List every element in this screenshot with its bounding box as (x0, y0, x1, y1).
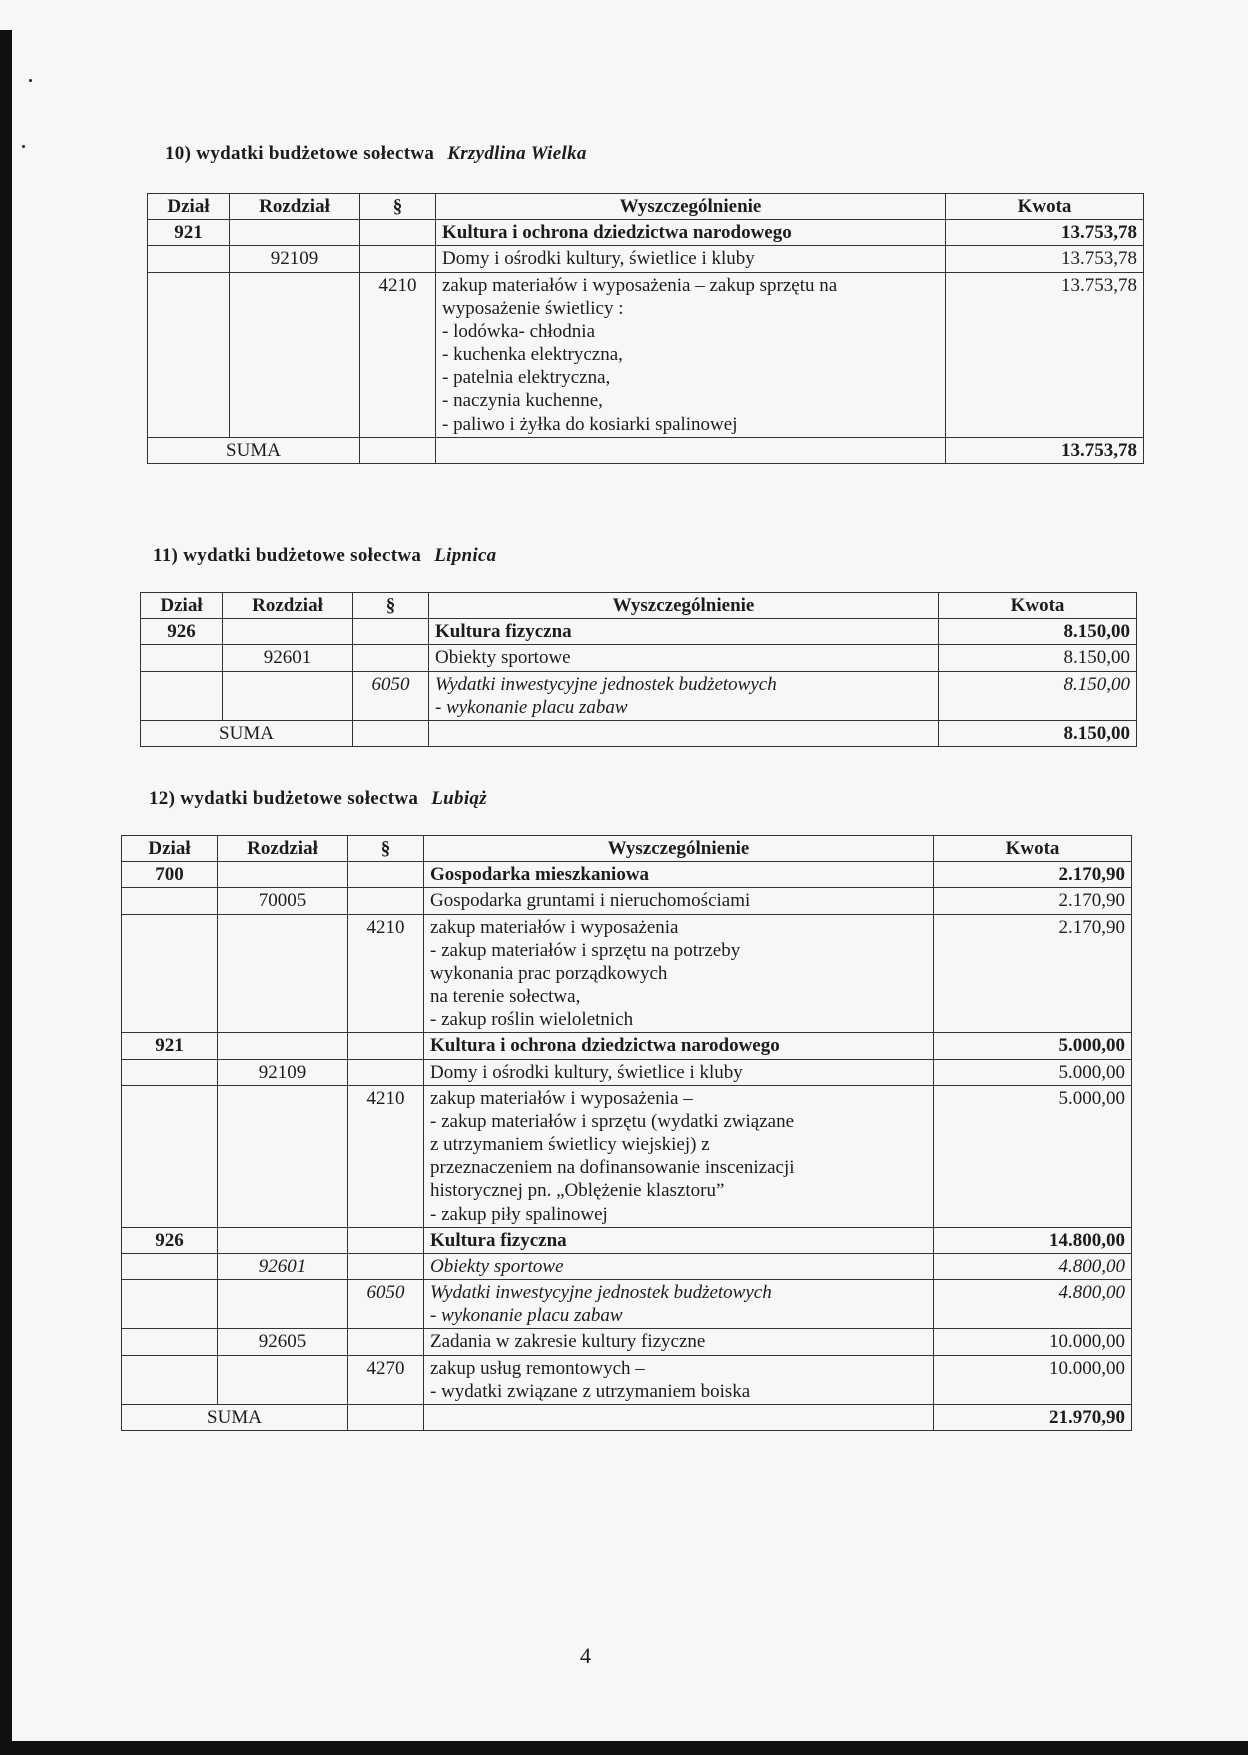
cell-kwota: 13.753,78 (946, 246, 1144, 272)
section-number: 11) (153, 545, 179, 566)
cell-rozdzial: 92109 (230, 246, 360, 272)
cell-empty (429, 720, 939, 746)
cell-empty (424, 1404, 934, 1430)
cell-opis: Domy i ośrodki kultury, świetlice i kluby (436, 246, 946, 272)
cell-kwota: 10.000,00 (934, 1329, 1132, 1355)
section-title: wydatki budżetowe sołectwa (183, 545, 422, 566)
table-row (122, 1085, 1132, 1227)
section-place: Krzydlina Wielka (447, 143, 587, 164)
cell-dzial (122, 1355, 218, 1404)
sum-value: 13.753,78 (946, 437, 1144, 463)
cell-opis: Kultura i ochrona dziedzictwa narodowego (436, 220, 946, 246)
cell-empty (348, 1404, 424, 1430)
cell-dzial: 921 (148, 220, 230, 246)
cell-par: 4270 (348, 1355, 424, 1404)
cell-opis: Zadania w zakresie kultury fizyczne (424, 1329, 934, 1355)
cell-rozdzial (218, 1280, 348, 1329)
cell-dzial (148, 272, 230, 437)
cell-rozdzial: 92601 (218, 1253, 348, 1279)
cell-par: 6050 (353, 671, 429, 720)
col-header-opis: Wyszczególnienie (429, 593, 939, 619)
section-number: 12) (149, 788, 176, 809)
cell-kwota: 14.800,00 (934, 1227, 1132, 1253)
cell-kwota: 4.800,00 (934, 1280, 1132, 1329)
cell-rozdzial (218, 1085, 348, 1227)
cell-rozdzial (218, 1355, 348, 1404)
table-row (122, 862, 1132, 888)
cell-par (348, 1329, 424, 1355)
table-row (122, 1253, 1132, 1279)
cell-par (348, 1033, 424, 1059)
scan-edge-bottom (0, 1741, 1248, 1755)
scan-speck (22, 145, 25, 148)
table-row (141, 619, 1137, 645)
cell-rozdzial: 92109 (218, 1059, 348, 1085)
budget-table-12 (121, 835, 1132, 1431)
cell-par: 4210 (360, 272, 436, 437)
section-heading-12 (149, 788, 487, 810)
cell-opis: Obiekty sportowe (424, 1253, 934, 1279)
cell-empty (353, 720, 429, 746)
section-place: Lubiąż (431, 788, 487, 809)
col-header-rozdzial: Rozdział (218, 836, 348, 862)
cell-dzial (141, 645, 223, 671)
cell-rozdzial: 70005 (218, 888, 348, 914)
cell-par (353, 645, 429, 671)
section-heading-11 (153, 545, 496, 567)
col-header-rozdzial: Rozdział (230, 194, 360, 220)
col-header-kwota: Kwota (946, 194, 1144, 220)
cell-empty (436, 437, 946, 463)
sum-value: 21.970,90 (934, 1404, 1132, 1430)
cell-par (348, 862, 424, 888)
cell-rozdzial (223, 671, 353, 720)
cell-rozdzial (218, 914, 348, 1033)
col-header-kwota: Kwota (939, 593, 1137, 619)
table-row (141, 671, 1137, 720)
scan-speck (29, 79, 32, 82)
cell-dzial (122, 914, 218, 1033)
cell-rozdzial (223, 619, 353, 645)
table-row (122, 1329, 1132, 1355)
section-title: wydatki budżetowe sołectwa (180, 788, 419, 809)
cell-kwota: 10.000,00 (934, 1355, 1132, 1404)
cell-dzial: 921 (122, 1033, 218, 1059)
cell-rozdzial (218, 862, 348, 888)
cell-dzial: 926 (122, 1227, 218, 1253)
budget-table-11 (140, 592, 1137, 747)
section-place: Lipnica (434, 545, 497, 566)
cell-opis: zakup materiałów i wyposażenia - zakup materiałów i sprzętu na potrzeby wykonania prac porządkowych na terenie sołectwa, - zakup roślin wieloletnich (424, 914, 934, 1033)
cell-par (348, 888, 424, 914)
cell-dzial: 926 (141, 619, 223, 645)
cell-kwota: 8.150,00 (939, 645, 1137, 671)
col-header-par: § (360, 194, 436, 220)
col-header-rozdzial: Rozdział (223, 593, 353, 619)
cell-rozdzial (230, 220, 360, 246)
table-row (148, 246, 1144, 272)
cell-opis: zakup materiałów i wyposażenia – - zakup materiałów i sprzętu (wydatki związane z utrzymaniem świetlicy wiejskiej) z przeznaczeniem na dofinansowanie inscenizacji historycznej pn. „Oblężenie klasztoru” - zakup piły spalinowej (424, 1085, 934, 1227)
table-row (122, 1059, 1132, 1085)
cell-par: 6050 (348, 1280, 424, 1329)
table-row (122, 1033, 1132, 1059)
header-row (148, 194, 1144, 220)
header-row (141, 593, 1137, 619)
table-row (141, 645, 1137, 671)
sum-label: SUMA (148, 437, 360, 463)
table-row (122, 914, 1132, 1033)
cell-kwota: 13.753,78 (946, 220, 1144, 246)
cell-par (348, 1227, 424, 1253)
scan-edge-left (0, 30, 12, 1755)
cell-dzial (122, 1253, 218, 1279)
table-row (122, 1227, 1132, 1253)
section-title: wydatki budżetowe sołectwa (196, 143, 435, 164)
cell-dzial (122, 1085, 218, 1227)
cell-rozdzial (218, 1227, 348, 1253)
cell-opis: Obiekty sportowe (429, 645, 939, 671)
sum-row (122, 1404, 1132, 1430)
col-header-dzial: Dział (122, 836, 218, 862)
col-header-opis: Wyszczególnienie (424, 836, 934, 862)
col-header-dzial: Dział (141, 593, 223, 619)
cell-par: 4210 (348, 914, 424, 1033)
cell-opis: Kultura i ochrona dziedzictwa narodowego (424, 1033, 934, 1059)
cell-kwota: 2.170,90 (934, 914, 1132, 1033)
table-row (148, 220, 1144, 246)
cell-kwota: 5.000,00 (934, 1033, 1132, 1059)
sum-value: 8.150,00 (939, 720, 1137, 746)
cell-opis: zakup materiałów i wyposażenia – zakup sprzętu na wyposażenie świetlicy : - lodówka- chłodnia - kuchenka elektryczna, - patelnia elektryczna, - naczynia kuchenne, - paliwo i żyłka do kosiarki spalinowej (436, 272, 946, 437)
cell-opis: Kultura fizyczna (424, 1227, 934, 1253)
header-row (122, 836, 1132, 862)
budget-table-10 (147, 193, 1144, 464)
page-number: 4 (580, 1643, 591, 1668)
cell-kwota: 2.170,90 (934, 888, 1132, 914)
cell-rozdzial (218, 1033, 348, 1059)
sum-row (148, 437, 1144, 463)
cell-dzial: 700 (122, 862, 218, 888)
col-header-par: § (348, 836, 424, 862)
cell-par (348, 1059, 424, 1085)
section-heading-10 (165, 143, 587, 165)
cell-kwota: 5.000,00 (934, 1059, 1132, 1085)
cell-opis: Gospodarka mieszkaniowa (424, 862, 934, 888)
cell-kwota: 5.000,00 (934, 1085, 1132, 1227)
cell-opis: zakup usług remontowych – - wydatki związane z utrzymaniem boiska (424, 1355, 934, 1404)
cell-opis: Kultura fizyczna (429, 619, 939, 645)
cell-dzial (122, 1329, 218, 1355)
cell-rozdzial (230, 272, 360, 437)
cell-par (360, 246, 436, 272)
cell-dzial (148, 246, 230, 272)
cell-par: 4210 (348, 1085, 424, 1227)
cell-opis: Wydatki inwestycyjne jednostek budżetowych - wykonanie placu zabaw (429, 671, 939, 720)
cell-kwota: 8.150,00 (939, 619, 1137, 645)
cell-kwota: 8.150,00 (939, 671, 1137, 720)
cell-kwota: 4.800,00 (934, 1253, 1132, 1279)
col-header-par: § (353, 593, 429, 619)
sum-label: SUMA (141, 720, 353, 746)
cell-opis: Domy i ośrodki kultury, świetlice i kluby (424, 1059, 934, 1085)
sum-row (141, 720, 1137, 746)
table-row (122, 888, 1132, 914)
table-row (122, 1355, 1132, 1404)
cell-dzial (141, 671, 223, 720)
cell-par (348, 1253, 424, 1279)
col-header-dzial: Dział (148, 194, 230, 220)
section-number: 10) (165, 143, 192, 164)
cell-kwota: 13.753,78 (946, 272, 1144, 437)
cell-empty (360, 437, 436, 463)
cell-rozdzial: 92605 (218, 1329, 348, 1355)
cell-dzial (122, 888, 218, 914)
cell-opis: Wydatki inwestycyjne jednostek budżetowych - wykonanie placu zabaw (424, 1280, 934, 1329)
col-header-kwota: Kwota (934, 836, 1132, 862)
col-header-opis: Wyszczególnienie (436, 194, 946, 220)
cell-kwota: 2.170,90 (934, 862, 1132, 888)
table-row (122, 1280, 1132, 1329)
cell-dzial (122, 1059, 218, 1085)
cell-par (360, 220, 436, 246)
table-row (148, 272, 1144, 437)
cell-par (353, 619, 429, 645)
cell-dzial (122, 1280, 218, 1329)
sum-label: SUMA (122, 1404, 348, 1430)
cell-opis: Gospodarka gruntami i nieruchomościami (424, 888, 934, 914)
cell-rozdzial: 92601 (223, 645, 353, 671)
